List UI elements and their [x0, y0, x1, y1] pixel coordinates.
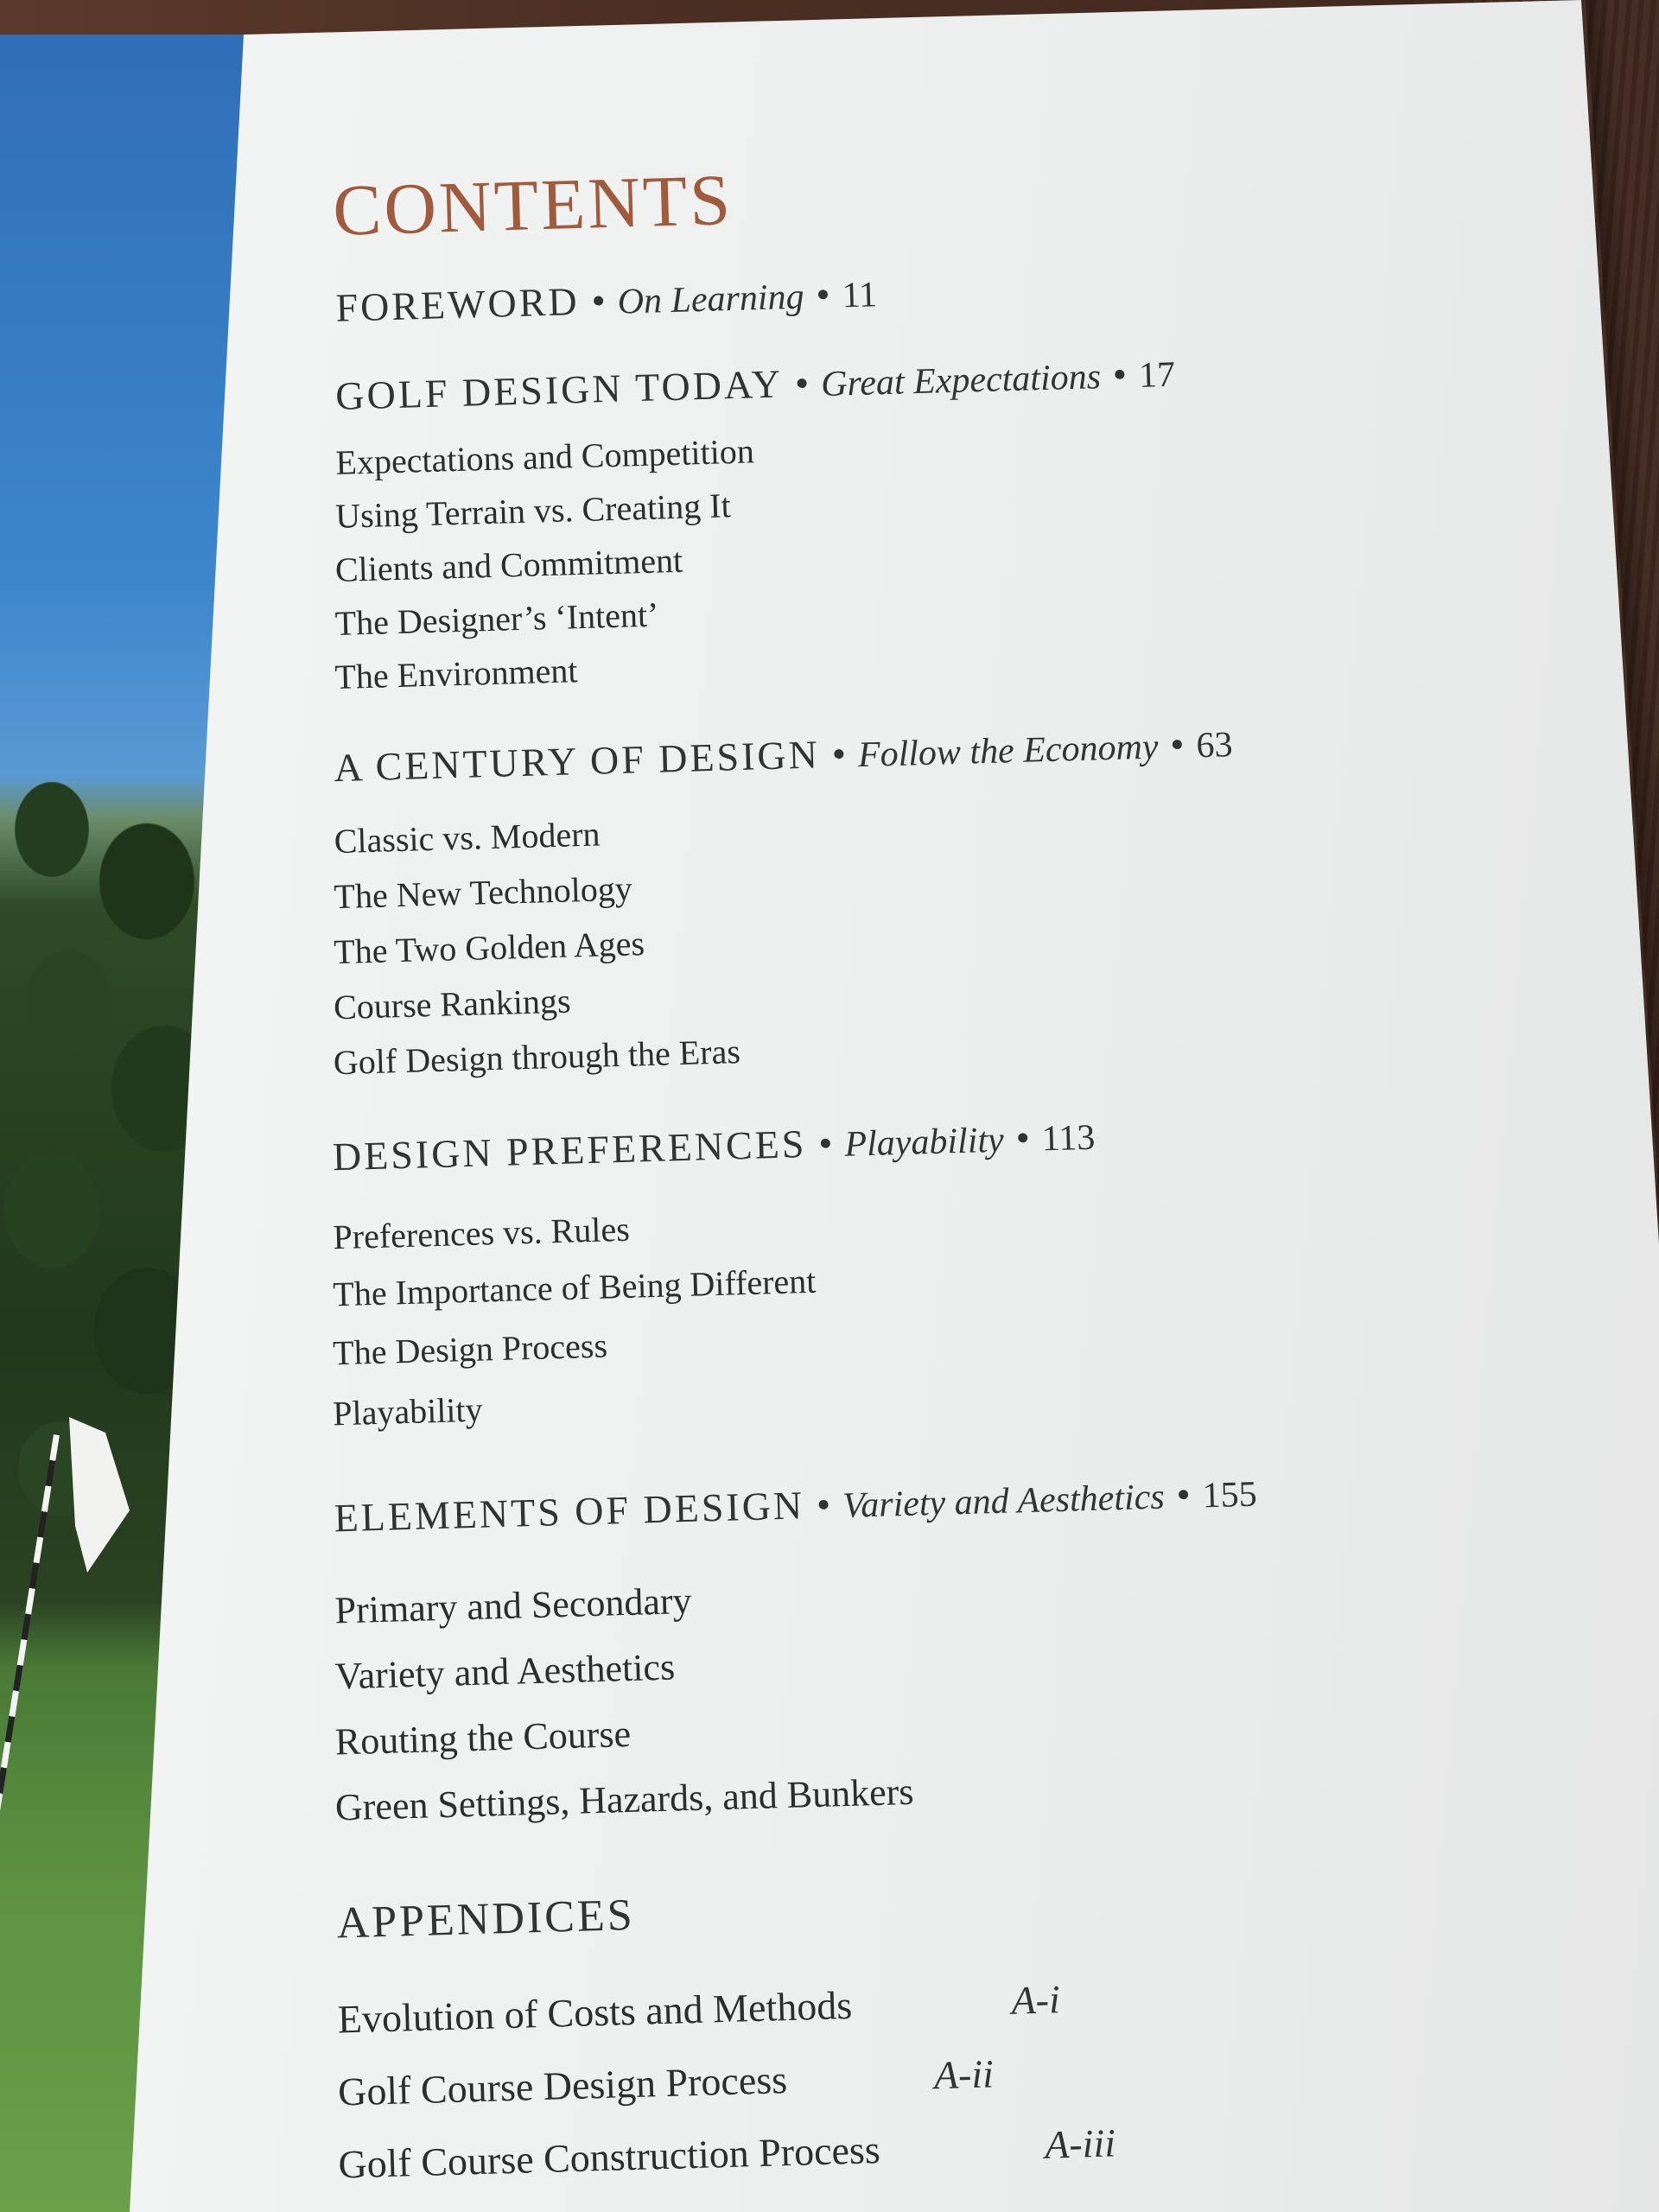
separator-dot: • [816, 1482, 831, 1527]
list-item: Using Terrain vs. Creating It [334, 486, 732, 536]
list-item: Clients and Commitment [334, 540, 683, 589]
list-item: The Design Process [332, 1325, 608, 1373]
list-item: The New Technology [333, 868, 633, 917]
section-heading-golf-design-today [335, 350, 1176, 419]
section-subtitle: Playability [843, 1120, 1005, 1165]
list-item: The Importance of Being Different [332, 1261, 817, 1314]
list-item: Playability [332, 1389, 484, 1433]
section-page-number: 11 [841, 275, 878, 316]
section-title: A CENTURY OF DESIGN [333, 732, 821, 791]
separator-dot: • [1014, 1115, 1031, 1160]
section-page-number: 17 [1138, 354, 1176, 396]
section-title: GOLF DESIGN TODAY [334, 361, 784, 418]
list-item: Preferences vs. Rules [332, 1209, 631, 1257]
separator-dot: • [831, 731, 847, 776]
list-item: Primary and Secondary [334, 1579, 693, 1632]
list-item: Variety and Aesthetics [334, 1645, 676, 1698]
section-page-number: 113 [1041, 1117, 1096, 1160]
section-heading-elements-of-design [334, 1470, 1257, 1541]
section-page-number: 63 [1195, 725, 1234, 766]
appendix-code: A-i [1010, 1977, 1061, 2023]
separator-dot: • [590, 278, 607, 323]
appendix-item: Golf Course Construction Process [337, 2127, 881, 2187]
appendix-code: A-iii [1044, 2120, 1116, 2167]
separator-dot: • [817, 1121, 834, 1166]
section-heading-century-of-design [334, 720, 1234, 791]
section-heading-foreword [335, 270, 878, 330]
section-heading-design-preferences [332, 1113, 1096, 1180]
section-subtitle: Follow the Economy [857, 727, 1160, 776]
section-page-number: 155 [1202, 1474, 1258, 1516]
section-subtitle: Great Expectations [820, 357, 1102, 405]
appendix-code: A-ii [933, 2051, 995, 2098]
section-subtitle: On Learning [617, 276, 805, 322]
section-title: DESIGN PREFERENCES [332, 1121, 808, 1179]
section-title: ELEMENTS OF DESIGN [333, 1483, 805, 1541]
section-subtitle: Variety and Aesthetics [842, 1477, 1166, 1526]
list-item: Green Settings, Hazards, and Bunkers [334, 1770, 915, 1829]
list-item: Course Rankings [333, 981, 572, 1027]
list-item: Expectations and Competition [334, 431, 755, 482]
list-item: Routing the Course [334, 1712, 632, 1764]
separator-dot: • [1112, 352, 1128, 397]
section-title: FOREWORD [334, 278, 581, 330]
list-item: The Designer’s ‘Intent’ [334, 594, 659, 643]
appendix-item: Golf Course Design Process [337, 2057, 788, 2114]
list-item: Classic vs. Modern [334, 814, 601, 861]
list-item: The Two Golden Ages [333, 924, 645, 972]
contents-title: CONTENTS [332, 159, 734, 251]
separator-dot: • [815, 271, 831, 317]
separator-dot: • [1175, 1471, 1192, 1517]
appendix-item: Evolution of Costs and Methods [337, 1982, 853, 2042]
appendices-heading: APPENDICES [335, 1890, 636, 1948]
separator-dot: • [1169, 721, 1185, 767]
list-item: The Environment [334, 651, 579, 696]
list-item: Golf Design through the Eras [333, 1032, 741, 1083]
separator-dot: • [794, 360, 810, 405]
